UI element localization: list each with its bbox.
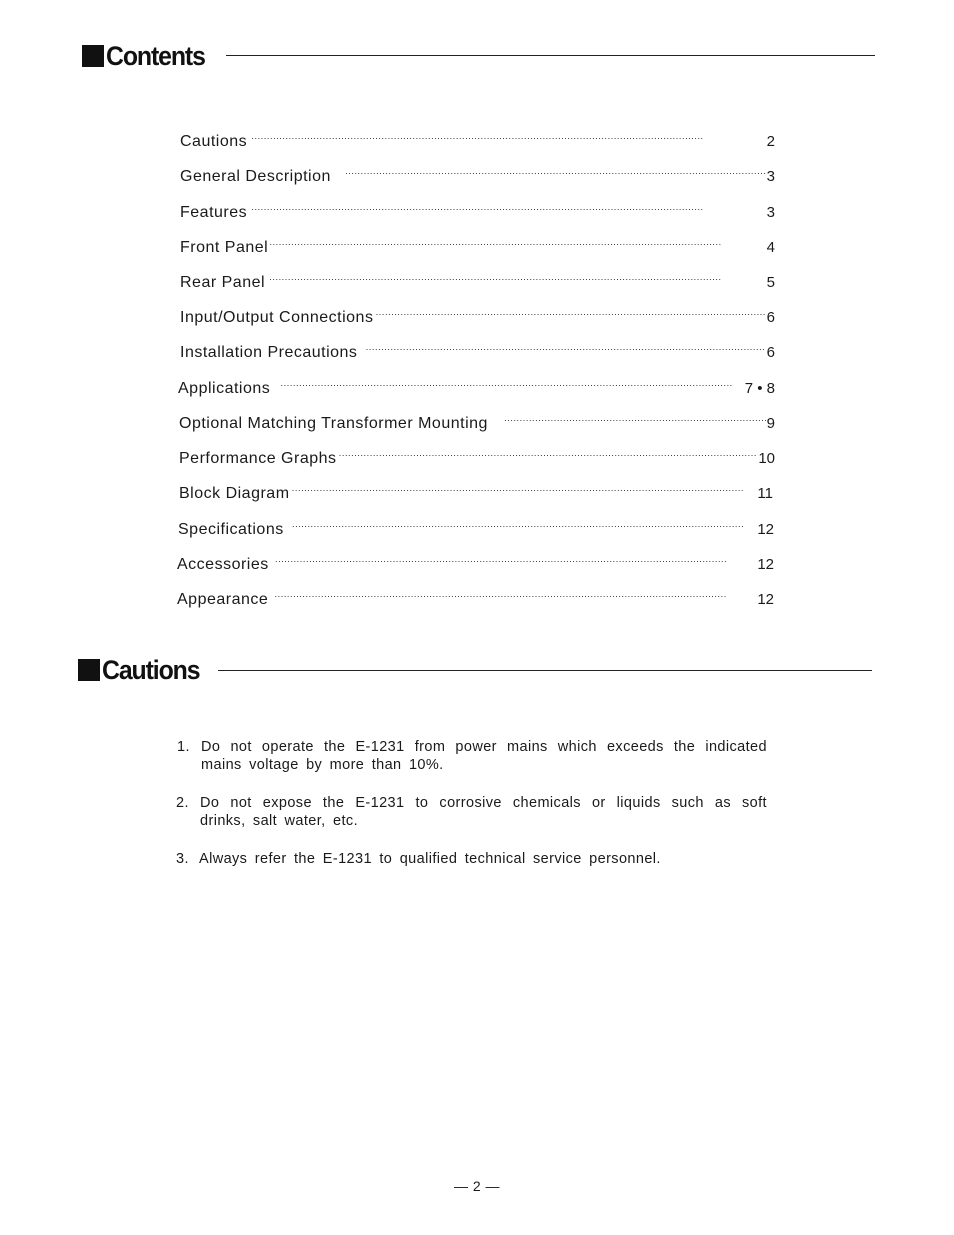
toc-entry <box>180 302 775 326</box>
toc-entry-label: Applications <box>178 380 271 397</box>
toc-entry <box>179 408 775 432</box>
toc-entry-page: 12 <box>757 591 774 608</box>
toc-entry-label: Appearance <box>177 591 269 608</box>
toc-entry <box>177 549 774 573</box>
cautions-title: Cautions <box>102 654 200 685</box>
caution-number: 3. <box>176 851 189 867</box>
toc-dot-leader <box>375 302 765 322</box>
toc-entry-label: Optional Matching Transformer Mounting <box>179 415 488 432</box>
caution-item <box>176 794 767 834</box>
toc-entry-page: 4 <box>766 239 775 256</box>
caution-text: Always refer the E-1231 to qualified technical service personnel. <box>199 851 661 867</box>
toc-entry-page: 5 <box>766 274 775 291</box>
contents-heading-rule <box>226 55 875 56</box>
toc-entry-label: Features <box>180 204 248 221</box>
toc-entry <box>180 337 775 361</box>
toc-dot-leader <box>251 197 766 217</box>
toc-entry-page: 6 <box>766 309 775 326</box>
toc-entry <box>179 478 773 502</box>
toc-entry <box>180 267 775 291</box>
toc-entry-page: 12 <box>757 521 774 538</box>
caution-number: 2. <box>176 795 189 811</box>
page-number: — 2 — <box>453 1178 501 1194</box>
toc-entry <box>180 197 775 221</box>
toc-entry-page: 12 <box>757 556 774 573</box>
toc-dot-leader <box>504 408 766 428</box>
toc-entry <box>180 232 775 256</box>
toc-entry-page: 7 • 8 <box>744 380 775 397</box>
toc-entry <box>179 443 775 467</box>
toc-entry-label: Performance Graphs <box>179 450 337 467</box>
toc-dot-leader <box>292 514 757 534</box>
toc-entry-page: 3 <box>766 168 775 185</box>
toc-entry-page: 11 <box>757 485 773 502</box>
toc-entry <box>180 161 775 185</box>
toc-entry <box>177 584 774 608</box>
toc-dot-leader <box>339 443 758 463</box>
caution-item <box>177 738 767 778</box>
toc-dot-leader <box>274 584 756 604</box>
toc-entry <box>180 126 775 150</box>
toc-entry-page: 10 <box>758 450 775 467</box>
toc-entry-page: 2 <box>766 133 775 150</box>
toc-entry-label: Cautions <box>180 133 248 150</box>
toc-entry-page: 3 <box>766 204 775 221</box>
toc-dot-leader <box>269 267 766 287</box>
cautions-heading <box>78 654 208 686</box>
toc-dot-leader <box>251 126 766 146</box>
toc-entry-label: Rear Panel <box>180 274 266 291</box>
heading-square-icon <box>82 45 104 67</box>
toc-entry-label: Input/Output Connections <box>180 309 374 326</box>
toc-dot-leader <box>275 549 757 569</box>
toc-dot-leader <box>280 373 743 393</box>
contents-title: Contents <box>106 40 205 71</box>
toc-entry-label: Front Panel <box>180 239 269 256</box>
toc-entry-label: Block Diagram <box>179 485 290 502</box>
caution-text: Do not expose the E-1231 to corrosive chemicals or liquids such as soft drinks, salt water, etc. <box>200 795 767 829</box>
toc-dot-leader <box>269 232 765 252</box>
toc-entry-label: General Description <box>180 168 331 185</box>
contents-heading <box>82 40 213 72</box>
cautions-heading-rule <box>218 670 872 671</box>
toc-entry-page: 9 <box>766 415 775 432</box>
toc-entry <box>178 514 774 538</box>
caution-item <box>176 850 767 870</box>
toc-entry-label: Specifications <box>178 521 284 538</box>
toc-entry-page: 6 <box>766 344 775 361</box>
heading-square-icon <box>78 659 100 681</box>
caution-number: 1. <box>177 739 190 755</box>
toc-entry-label: Installation Precautions <box>180 344 358 361</box>
toc-entry <box>178 373 775 397</box>
toc-entry-label: Accessories <box>177 556 269 573</box>
caution-text: Do not operate the E-1231 from power mains which exceeds the indicated mains voltage by more than 10%. <box>201 739 767 773</box>
toc-dot-leader <box>365 337 765 357</box>
toc-dot-leader <box>345 161 766 181</box>
toc-dot-leader <box>292 478 757 498</box>
